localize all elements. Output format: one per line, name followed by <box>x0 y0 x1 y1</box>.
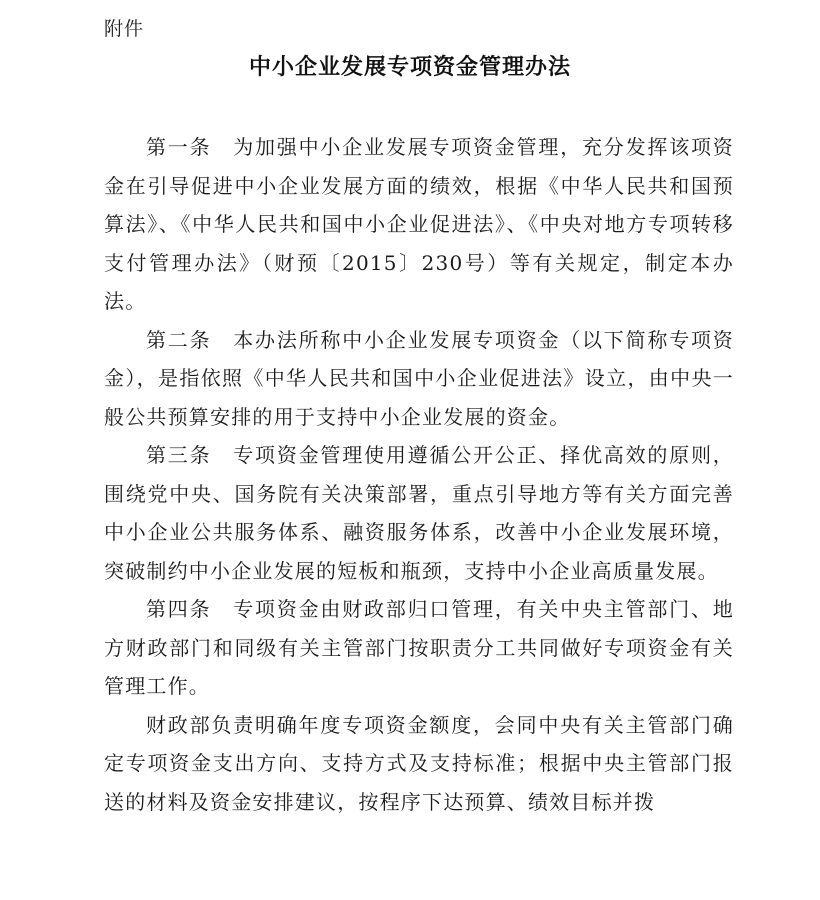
article-number: 第二条 <box>146 327 212 352</box>
article-paragraph <box>104 128 734 321</box>
article-text: 为加强中小企业发展专项资金管理，充分发挥该项资金在引导促进中小企业发展方面的绩效，根据《中华人民共和国预算法》、《中华人民共和国中小企业促进法》、《中央对地方专项转移支付管理办法》（财预〔2015〕230号）等有关规定，制定本办法。 <box>104 135 734 313</box>
document-title: 中小企业发展专项资金管理办法 <box>248 55 571 80</box>
article-text: 本办法所称中小企业发展专项资金（以下简称专项资金），是指依照《中华人民共和国中小企业促进法》设立，由中央一般公共预算安排的用于支持中小企业发展的资金。 <box>104 327 734 429</box>
article-paragraph <box>104 590 734 706</box>
article-text: 专项资金管理使用遵循公开公正、择优高效的原则，围绕党中央、国务院有关决策部署，重点引导地方等有关方面完善中小企业公共服务体系、融资服务体系，改善中小企业发展环境，突破制约中小企业发展的短板和瓶颈，支持中小企业高质量发展。 <box>104 443 734 583</box>
article-text: 专项资金由财政部归口管理，有关中央主管部门、地方财政部门和同级有关主管部门按职责分工共同做好专项资金有关管理工作。 <box>104 597 734 698</box>
article-number: 第三条 <box>146 443 212 467</box>
article-paragraph <box>104 321 734 437</box>
article-number: 第一条 <box>146 135 212 159</box>
attachment-label: 附件 <box>104 18 145 40</box>
article-paragraph <box>104 436 734 590</box>
document-body <box>104 128 734 821</box>
body-paragraph <box>104 706 734 822</box>
article-number: 第四条 <box>146 597 212 621</box>
paragraph-text: 财政部负责明确年度专项资金额度，会同中央有关主管部门确定专项资金支出方向、支持方式及支持标准；根据中央主管部门报送的材料及资金安排建议，按程序下达预算、绩效目标并拨 <box>104 712 734 814</box>
